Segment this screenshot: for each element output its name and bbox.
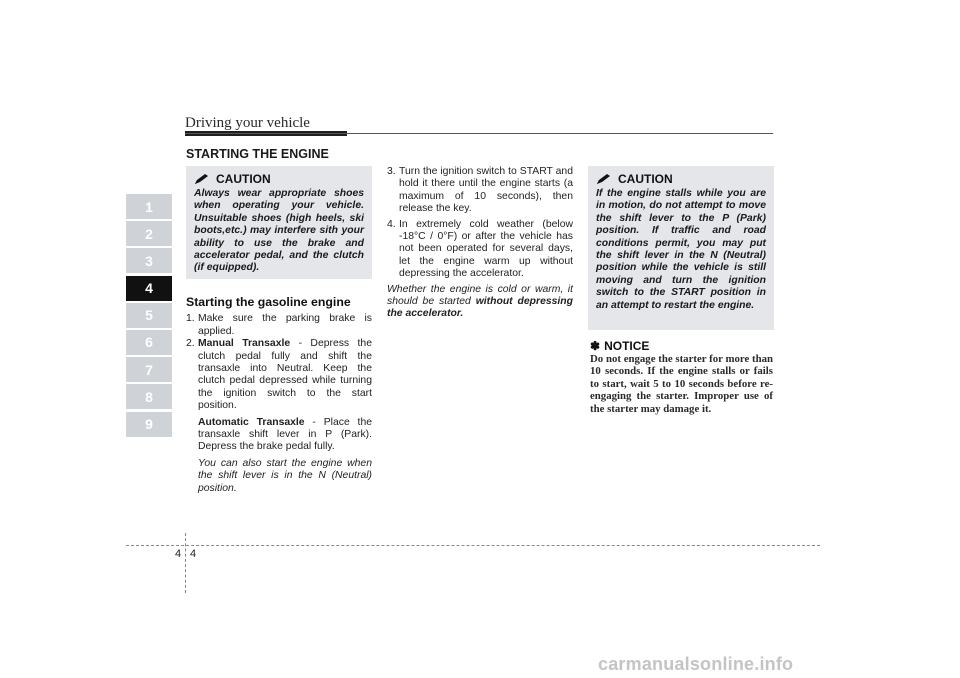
chapter-tab-7[interactable]: 7 bbox=[126, 357, 172, 382]
chapter-tab-6[interactable]: 6 bbox=[126, 330, 172, 355]
pencil-icon bbox=[194, 173, 210, 185]
step-4 bbox=[387, 219, 573, 281]
chapter-number: 4 bbox=[175, 548, 182, 560]
chapter-tab-4[interactable]: 4 bbox=[126, 276, 172, 301]
footer-rule bbox=[126, 545, 820, 546]
manual-transaxle-label: Manual Transaxle bbox=[198, 338, 291, 350]
automatic-transaxle-text: - Place the transaxle shift lever in P (Park). Depress the brake pedal fully. bbox=[198, 416, 372, 453]
watermark: carmanualsonline.info bbox=[598, 654, 794, 674]
gasoline-heading: Starting the gasoline engine bbox=[186, 295, 351, 309]
step-number: 4. bbox=[387, 218, 396, 230]
header-title: Driving your vehicle bbox=[185, 115, 310, 131]
step-text: In extremely cold weather (below -18°C / 0°F) or after the vehicle has not been operated for several days, let the engine warm up without depressing the accelerator. bbox=[399, 218, 573, 280]
step-number: 1. bbox=[186, 313, 195, 325]
chapter-tab-9[interactable]: 9 bbox=[126, 412, 172, 437]
chapter-tab-3[interactable]: 3 bbox=[126, 248, 172, 273]
automatic-transaxle-label: Automatic Transaxle bbox=[198, 416, 305, 428]
caution-box-shoes bbox=[186, 166, 372, 279]
automatic-transaxle-block bbox=[186, 417, 372, 454]
step-3 bbox=[387, 166, 573, 216]
section-title: STARTING THE ENGINE bbox=[186, 147, 329, 161]
chapter-tab-8[interactable]: 8 bbox=[126, 384, 172, 409]
caution-box-stall bbox=[588, 166, 774, 330]
step-text: Turn the ignition switch to START and hold it there until the engine starts (a maximum of 10 seconds), then release the key. bbox=[399, 166, 573, 215]
cold-warm-note-text: Whether the engine is cold or warm, it should be started bbox=[387, 283, 573, 308]
manual-transaxle-text: - Depress the clutch pedal fully and shift the transaxle into Neutral. Keep the clutch pedal depressed while turning the ignition switch to the start position. bbox=[198, 338, 372, 412]
cold-warm-note-emphasis: without depressing the accelerator. bbox=[387, 296, 573, 320]
chapter-tab-2[interactable]: 2 bbox=[126, 221, 172, 246]
footer-divider bbox=[185, 533, 186, 593]
notice-title: NOTICE bbox=[604, 339, 650, 353]
step-number: 2. bbox=[186, 338, 195, 350]
page-number: 4 bbox=[190, 548, 197, 560]
asterisk-icon: ✽ bbox=[590, 339, 601, 353]
step-2 bbox=[186, 338, 372, 412]
chapter-tabs bbox=[126, 194, 172, 439]
caution-text: If the engine stalls while you are in motion, do not attempt to move the shift lever to the P (Park) position. If traffic and road conditions permit, you may put the shift lever in the N (Neutral) position while the vehicle is still moving and turn the ignition switch to the START position in an attempt to restart the engine. bbox=[596, 188, 766, 311]
gasoline-section bbox=[186, 296, 372, 495]
step-number: 3. bbox=[387, 166, 396, 177]
neutral-start-note: You can also start the engine when the shift lever is in the N (Neutral) position. bbox=[198, 457, 372, 494]
header-rule bbox=[185, 133, 773, 134]
caution-text: Always wear appropriate shoes when operating your vehicle. Unsuitable shoes (high heels, ski boots,etc.) may interfere sith your ability to use the brake and accelerator pedal, and the clutch (if equipped). bbox=[194, 188, 364, 274]
step-text: Make sure the parking brake is applied. bbox=[198, 313, 372, 337]
chapter-tab-5[interactable]: 5 bbox=[126, 303, 172, 328]
middle-section bbox=[387, 166, 573, 321]
cold-warm-note bbox=[387, 284, 573, 321]
pencil-icon bbox=[596, 173, 612, 185]
notice-text: Do not engage the starter for more than 10 seconds. If the engine stalls or fails to start, wait 5 to 10 seconds before re-engaging the starter. Improper use of the starter may damage it. bbox=[590, 353, 773, 415]
notice-heading bbox=[590, 339, 649, 353]
caution-title: CAUTION bbox=[618, 172, 673, 186]
caution-title: CAUTION bbox=[216, 172, 271, 186]
step-1 bbox=[186, 313, 372, 338]
automatic-note bbox=[186, 458, 372, 495]
chapter-tab-1[interactable]: 1 bbox=[126, 194, 172, 219]
